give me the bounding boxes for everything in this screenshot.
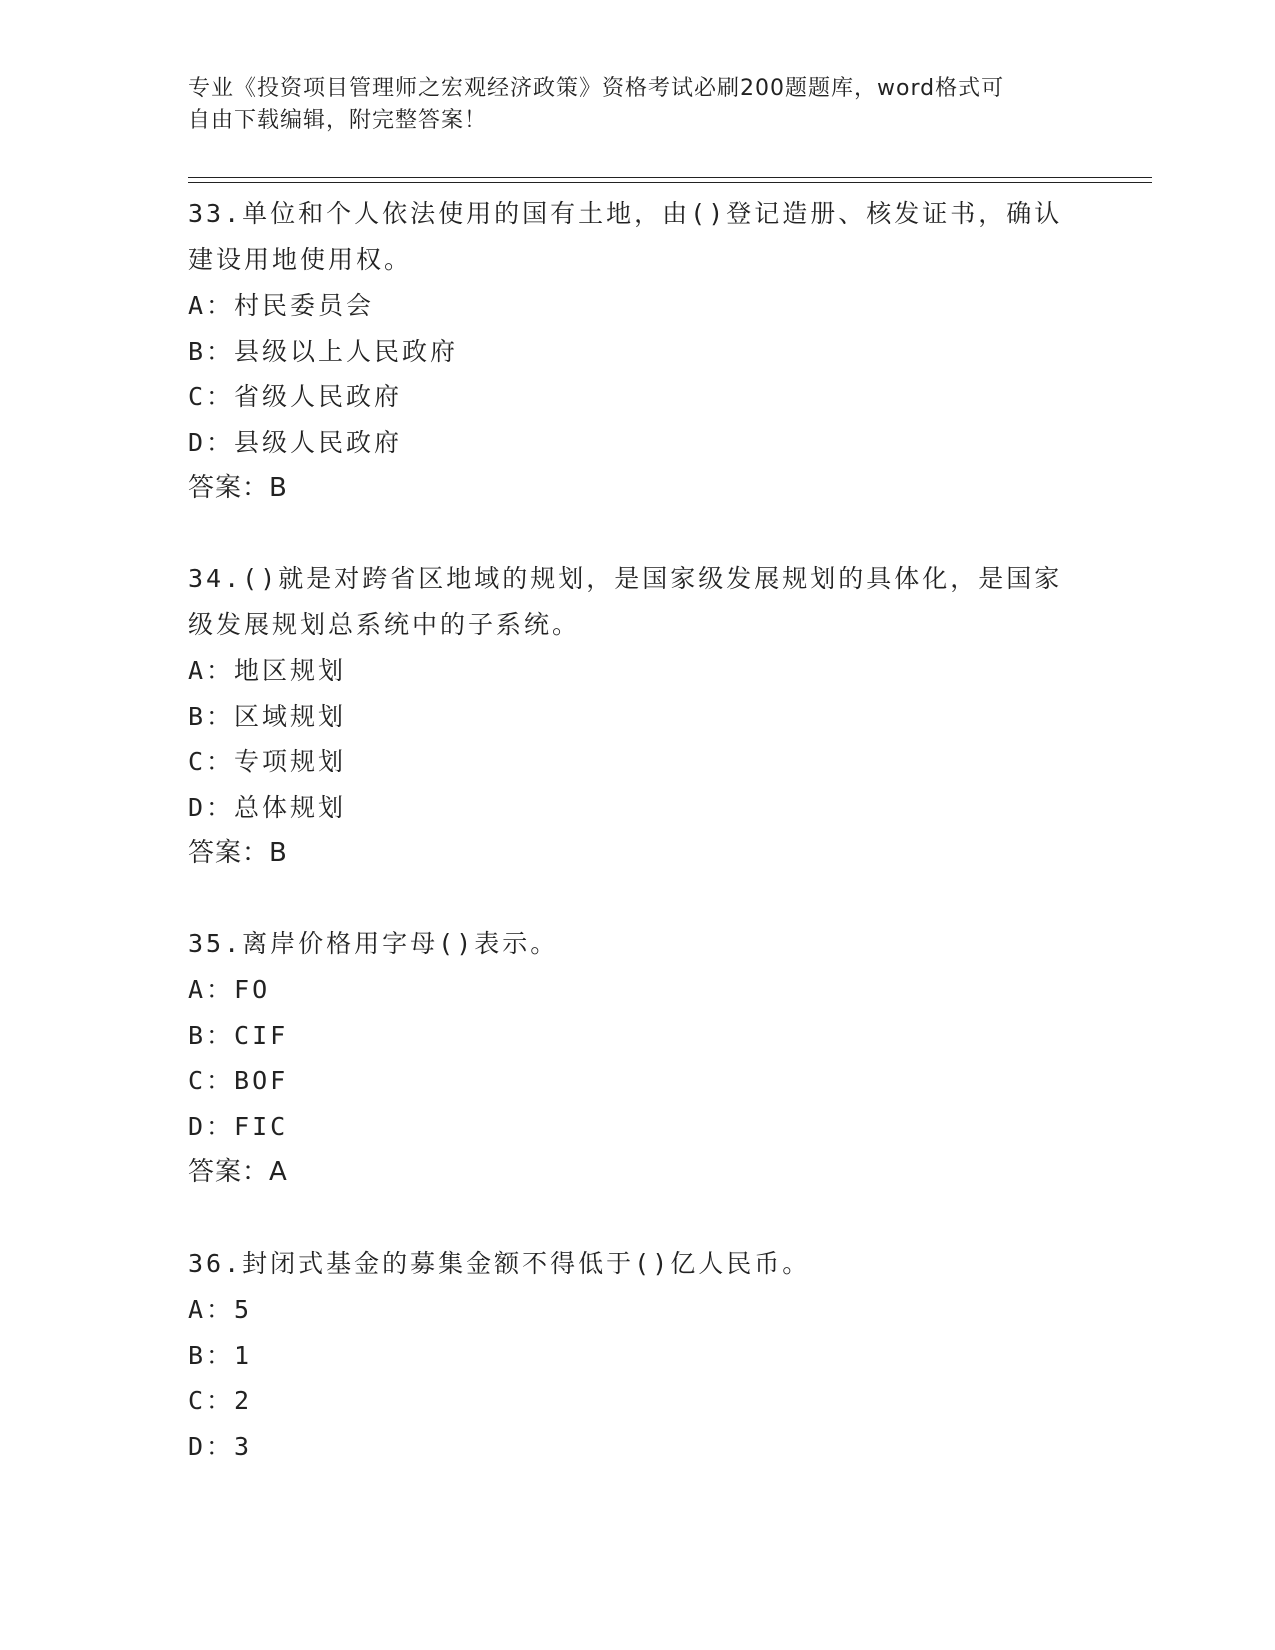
question-stem-line-2: 级发展规划总系统中的子系统。 <box>188 610 581 639</box>
option-b: B：CIF <box>188 1020 289 1050</box>
answer: 答案：A <box>188 1157 288 1187</box>
question-36 <box>188 1241 1088 1469</box>
question-stem-line-1: 35.离岸价格用字母()表示。 <box>188 929 559 958</box>
option-a: A：地区规划 <box>188 656 347 685</box>
option-d: D：FIC <box>188 1111 289 1141</box>
question-stem-line-1: 36.封闭式基金的募集金额不得低于()亿人民币。 <box>188 1249 811 1278</box>
question-stem-line-1: 33.单位和个人依法使用的国有土地，由()登记造册、核发证书，确认 <box>188 199 1063 228</box>
option-d: D：3 <box>188 1431 253 1461</box>
option-a: A：村民委员会 <box>188 291 375 320</box>
question-stem-line-1: 34.()就是对跨省区地域的规划，是国家级发展规划的具体化，是国家 <box>188 564 1063 593</box>
option-c: C：专项规划 <box>188 747 347 776</box>
option-a: A：FO <box>188 975 271 1004</box>
option-b: B：区域规划 <box>188 701 347 731</box>
option-d: D：县级人民政府 <box>188 427 403 457</box>
option-c: C：2 <box>188 1386 253 1415</box>
header-line-1: 专业《投资项目管理师之宏观经济政策》资格考试必刷200题题库，word格式可 <box>188 76 1005 101</box>
answer: 答案：B <box>188 473 288 503</box>
header-divider-top <box>188 177 1152 178</box>
header-line-2: 自由下载编辑，附完整答案！ <box>188 108 488 133</box>
header-divider-bottom <box>188 182 1152 183</box>
question-34 <box>188 556 1088 876</box>
option-c: C：BOF <box>188 1066 289 1095</box>
answer: 答案：B <box>188 838 288 868</box>
question-stem-line-2: 建设用地使用权。 <box>188 245 413 274</box>
option-c: C：省级人民政府 <box>188 382 403 411</box>
option-b: B：1 <box>188 1340 253 1370</box>
question-35 <box>188 921 1088 1195</box>
document-header <box>188 73 1088 137</box>
question-33 <box>188 191 1088 511</box>
option-d: D：总体规划 <box>188 792 347 822</box>
option-a: A：5 <box>188 1295 253 1324</box>
option-b: B：县级以上人民政府 <box>188 336 459 366</box>
